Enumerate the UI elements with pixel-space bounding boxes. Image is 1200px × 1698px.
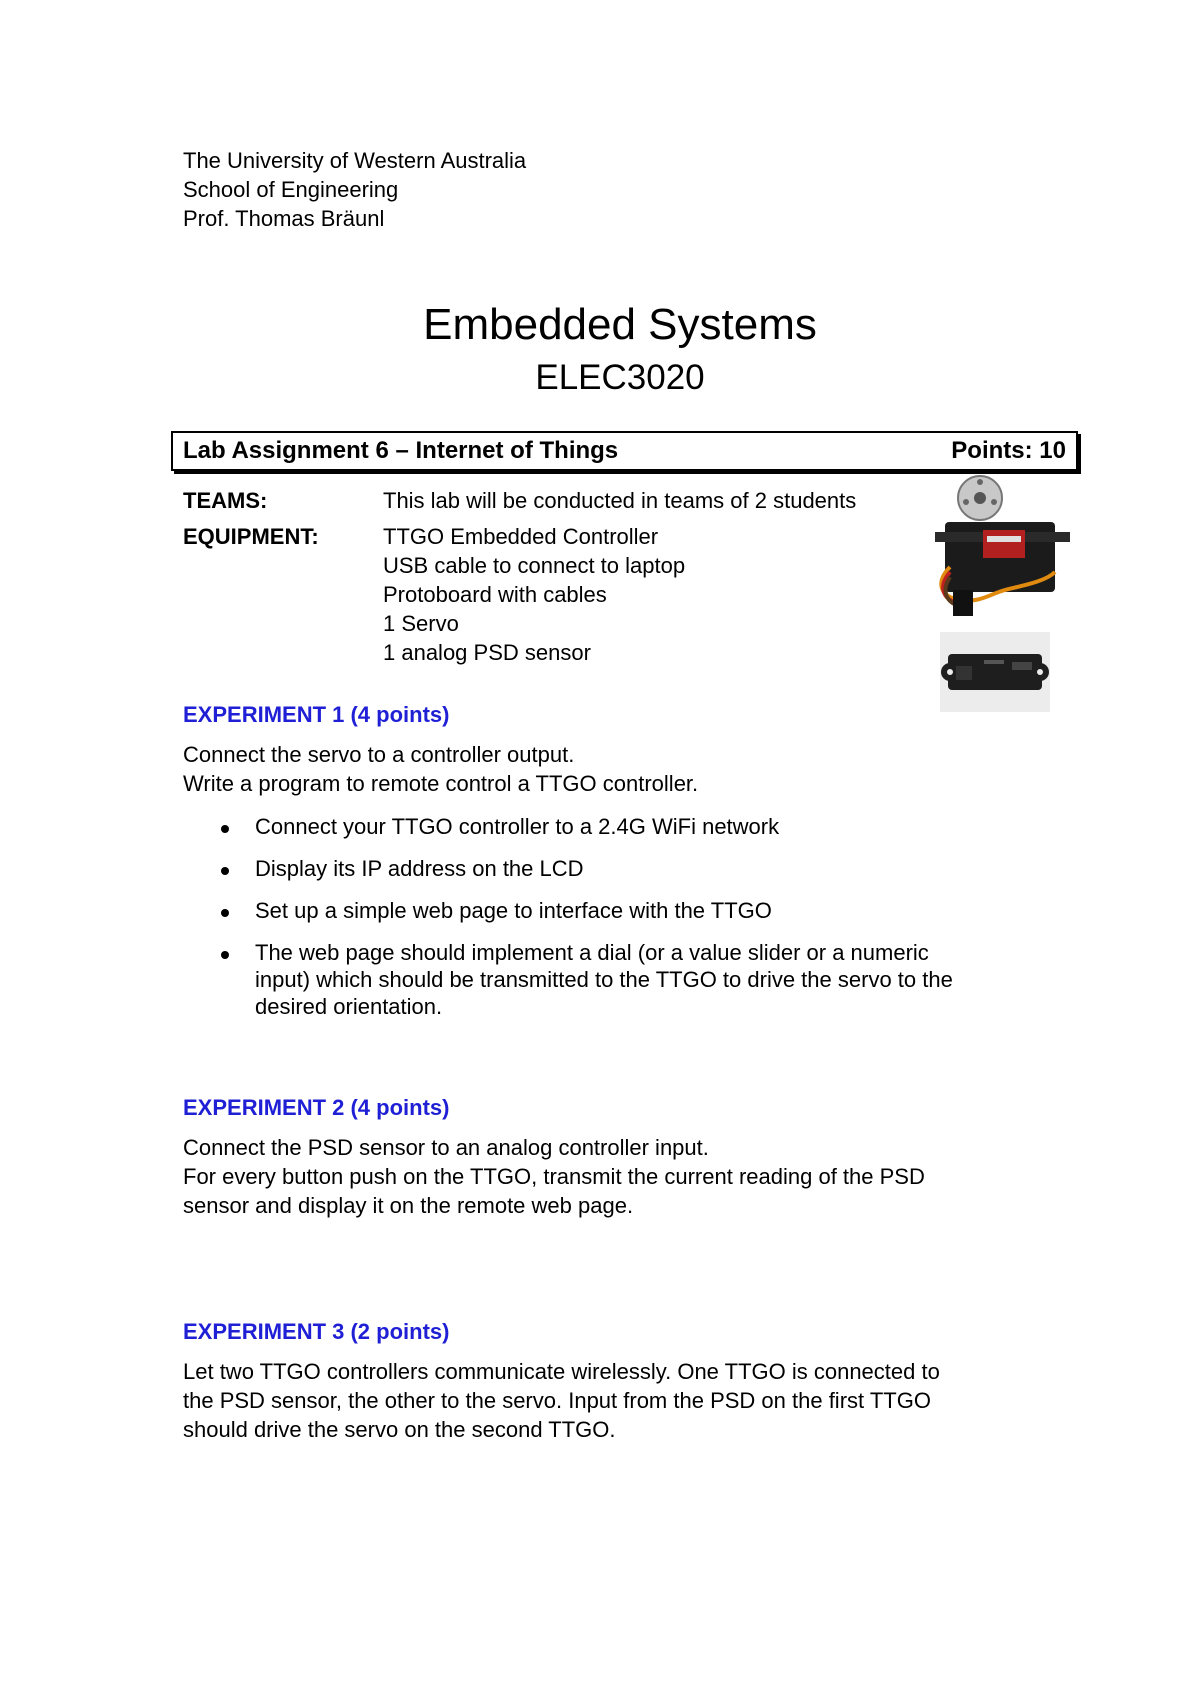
bullet-icon: [221, 867, 229, 875]
assignment-banner: [171, 431, 1078, 471]
paragraph-line: should drive the servo on the second TTGO.: [183, 1417, 616, 1442]
paragraph-line: Connect the servo to a controller output.: [183, 742, 575, 767]
equipment-item-text: 1 analog PSD sensor: [383, 640, 591, 665]
equipment-label: EQUIPMENT:: [183, 524, 319, 549]
equipment-item-text: 1 Servo: [383, 611, 459, 636]
school-name: School of Engineering: [183, 177, 399, 202]
paragraph-line: For every button push on the TTGO, transmit the current reading of the PSD: [183, 1164, 925, 1189]
list-item: [183, 855, 1063, 882]
paragraph-line: Connect the PSD sensor to an analog controller input.: [183, 1135, 709, 1160]
professor-name: Prof. Thomas Bräunl: [183, 206, 385, 231]
servo-image: [935, 472, 1070, 617]
course-title: Embedded Systems: [423, 300, 817, 349]
experiment-2-heading: EXPERIMENT 2 (4 points): [183, 1095, 450, 1120]
list-item-text: desired orientation.: [255, 994, 443, 1019]
equipment-item-text: Protoboard with cables: [383, 582, 607, 607]
experiment-3-description: [183, 1357, 1063, 1444]
bullet-icon: [221, 825, 229, 833]
list-item: [183, 939, 1063, 1020]
list-item-text: Connect your TTGO controller to a 2.4G WiFi network: [255, 814, 780, 839]
experiment-1-heading: EXPERIMENT 1 (4 points): [183, 702, 450, 727]
list-item: [183, 897, 1063, 924]
bullet-icon: [221, 909, 229, 917]
paragraph-line: sensor and display it on the remote web page.: [183, 1193, 634, 1218]
experiment-1-task-list: [183, 813, 1063, 1035]
paragraph-line: Write a program to remote control a TTGO controller.: [183, 771, 699, 796]
teams-label: TEAMS:: [183, 488, 268, 513]
university-name: The University of Western Australia: [183, 148, 527, 173]
paragraph-line: Let two TTGO controllers communicate wirelessly. One TTGO is connected to: [183, 1359, 940, 1384]
header-block: [183, 146, 526, 233]
equipment-item-text: USB cable to connect to laptop: [383, 553, 686, 578]
list-item-text: The web page should implement a dial (or a value slider or a numeric: [255, 940, 929, 965]
experiment-1-description: [183, 740, 1063, 798]
assignment-title: Lab Assignment 6 – Internet of Things: [183, 437, 619, 464]
list-item: [183, 813, 1063, 840]
psd-sensor-image: [940, 632, 1050, 712]
list-item-text: Display its IP address on the LCD: [255, 856, 584, 881]
equipment-item-text: TTGO Embedded Controller: [383, 524, 659, 549]
experiment-2-description: [183, 1133, 1063, 1220]
paragraph-line: the PSD sensor, the other to the servo. Input from the PSD on the first TTGO: [183, 1388, 931, 1413]
assignment-points: Points: 10: [951, 437, 1066, 464]
list-item-text: input) which should be transmitted to the TTGO to drive the servo to the: [255, 967, 953, 992]
bullet-icon: [221, 951, 229, 959]
teams-value: This lab will be conducted in teams of 2 students: [383, 488, 857, 513]
experiment-3-heading: EXPERIMENT 3 (2 points): [183, 1319, 450, 1344]
course-code: ELEC3020: [535, 358, 705, 397]
list-item-text: Set up a simple web page to interface with the TTGO: [255, 898, 772, 923]
